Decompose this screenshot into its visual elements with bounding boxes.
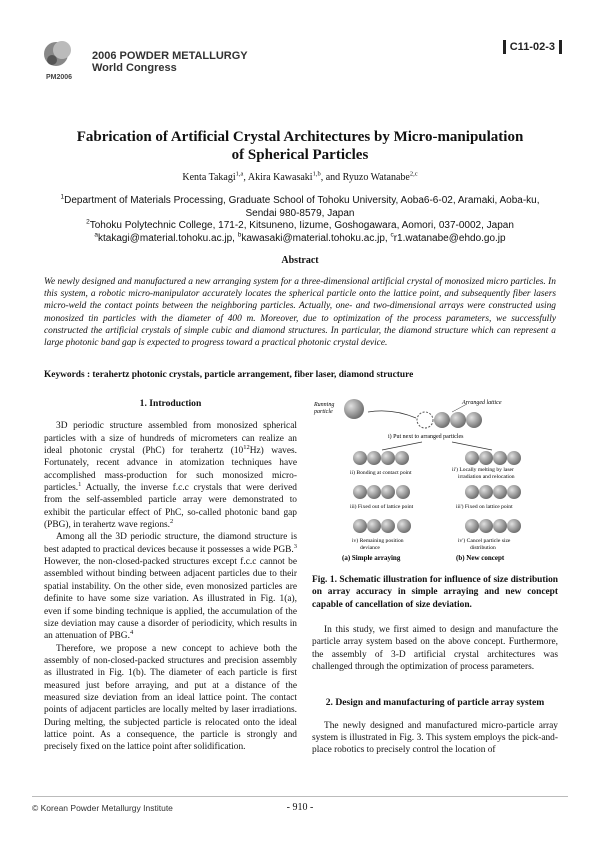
label-step-iii: iii) Fixed out of lattice point [350, 504, 414, 510]
paper-code-text: C11-02-3 [509, 41, 555, 53]
email-a[interactable]: ktakagi@material.tohoku.ac.jp, [98, 232, 235, 244]
affiliation-2: Tohoku Polytechnic College, 171-2, Kitsuneno, Iizume, Goshogawara, Aomori, 037-0002, Japan [89, 220, 514, 231]
paper-title [40, 128, 560, 164]
paper-code [503, 40, 562, 54]
intro-paragraph-3: Therefore, we propose a new concept to achieve both the assembly of non-closed-packed structures and precision assembly as illustrated in Fig. 1(b). The diameter of each particle is first measured just before arraying, and put at a distance of the measured size deviation from an ideal lattice point. The contact points of adjacent particles are locally melted by laser irradiations. During melting, the subjected particle is relocated onto the ideal lattice point. As a consequence, the particle is strongly and precisely fixed on the lattice point after solidification. [44, 643, 297, 753]
label-arranged: Arranged lattice [462, 400, 502, 406]
logo-text: PM2006 [46, 74, 73, 81]
intro-heading: 1. Introduction [139, 398, 202, 409]
label-step-iip-2: irradiation and relocation [458, 474, 515, 480]
affiliation-1-line1: Department of Materials Processing, Graduate School of Tohoku University, Aoba6-6-02, Aramaki, Aoba-ku, [64, 195, 540, 206]
label-running: Running [314, 402, 335, 408]
pm2006-logo [40, 40, 80, 76]
author-name: Akira Kawasaki [247, 172, 313, 183]
author-sup: 1,b [312, 170, 321, 178]
code-bar-left [503, 40, 506, 54]
label-step-iv-1: iv) Remaining position [352, 538, 404, 544]
intro-paragraph-1: 3D periodic structure assembled from monosized spherical particles with a size of hundreds of micrometers can realize an ideal photonic crystal (PhC) for terahertz $(10^{12}Hz)$ waves. Fortunately, recent advance in atomization techniques have accomplished mass-production for such monosized micro-particles.$^1$ Actually, the inverse f.c.c crystals that were derived from the self-assembled particle array were demonstrated to exhibit the particular effect of PhC, so-called photonic band gap (PBG), in terahertz wave regions.$^2$ [44, 421, 297, 531]
author-list: Kenta Takagi$^{1,a}$, Akira Kawasaki$^{1,b}$, and Ryuzo Watanabe$^{2,c}$ [182, 170, 418, 183]
label-particle: particle [314, 409, 333, 415]
footer-copyright: © Korean Powder Metallurgy Institute [32, 803, 173, 813]
label-step-ivp-1: iv') Cancel particle size [458, 538, 511, 544]
label-step-iip-1: ii') Locally melting by laser [452, 467, 514, 473]
title-line1: Fabrication of Artificial Crystal Architectures by Micro-manipulation [76, 129, 524, 145]
affiliations [30, 195, 570, 245]
author-sup: 2,c [409, 170, 418, 178]
email-b[interactable]: kawasaki@material.tohoku.ac.jp, [241, 232, 388, 244]
label-step-ivp-2: distribution [470, 545, 496, 551]
code-bar-right [559, 40, 562, 54]
section-2-heading: 2. Design and manufacturing of particle array system [325, 697, 545, 709]
paragraph-study-aim: In this study, we first aimed to design and manufacture the particle array system based on the above concept. Furthermore, the assembly of 3-D artificial crystal architectures was challenged through the optimization of process parameters. [312, 625, 558, 673]
figure-right-rows [465, 451, 521, 533]
abstract-text: We newly designed and manufactured a new arranging system for a three-dimensional artificial crystal of monosized micro particles. In this system, a robotic micro-manipulator accurately locates the spherical particle onto the lattice point, and subsequently fiber lasers micro-weld the contact points between the neighboring particles. Actually, one- and two-dimensional arrays were constructed using monosized tin particles with the diameter of 400 m. Moreover, due to optimization of the process parameters, we successfully constructed the artificial crystals of simple cubic and diamond structures. In particular, the diamond structure which can represent a large photonic band gap is expected to progress toward a practical photonic crystal device. [44, 277, 556, 349]
label-step-iv-2: deviance [360, 545, 380, 551]
figure-1 [312, 398, 558, 566]
email-sup: a [94, 231, 99, 239]
label-simple-arraying: (a) Simple arraying [342, 554, 401, 562]
conference-name [92, 50, 248, 74]
affiliation-1-line2: Sendai 980-8579, Japan [245, 207, 355, 219]
conference-line1: 2006 POWDER METALLURGY [92, 50, 248, 62]
abstract-heading: Abstract [281, 255, 319, 266]
email-sup: c [390, 231, 394, 239]
keywords: Keywords : terahertz photonic crystals, particle arrangement, fiber laser, diamond structure [44, 370, 414, 380]
footer-divider [32, 796, 568, 797]
email-sup: b [237, 231, 242, 239]
figure-left-rows [353, 451, 411, 533]
page-number: - 910 - [286, 802, 314, 813]
figure-caption: Fig. 1. Schematic illustration for influence of size distribution on array accuracy in simple arraying and new concept capable of cancellation of size deviation. [312, 575, 558, 610]
author-sup: 1,a [235, 170, 244, 178]
left-column [44, 398, 297, 754]
paragraph-system: The newly designed and manufactured micro-particle array system is illustrated in Fig. 3. This system employs the pick-and-place robotics to precisely control the location of [312, 720, 558, 756]
affil-sup: 1 [60, 193, 65, 201]
right-column [312, 624, 558, 757]
conference-line2: World Congress [92, 62, 177, 74]
label-step-ii: ii) Bonding at contact point [350, 470, 412, 476]
title-line2: of Spherical Particles [231, 147, 369, 163]
author-name: Ryuzo Watanabe [342, 172, 410, 183]
affil-sup: 2 [86, 218, 90, 226]
email-c[interactable]: r1.watanabe@ehdo.go.jp [393, 232, 506, 244]
label-step-iiip: iii') Fixed on lattice point [456, 504, 513, 510]
label-new-concept: (b) New concept [456, 554, 505, 562]
intro-paragraph-2: Among all the 3D periodic structure, the diamond structure is best adapted to practical devices because it possesses a wide PGB.$^3$ However, the non-closed-packed structures except f.c.c cannot be assembled without binding between adjacent particles due to their spatial instability. On the other side, even monosized particles are definite to have some size variation. As illustrated in Fig. 1(a), even if some binding technique is applied, the accumulation of the size deviation may cause a disorder of periodicity, which results in an attenuation of PBG.$^4$ [44, 532, 297, 642]
label-step-i: i) Put next to arranged particles [388, 434, 464, 440]
author-name: Kenta Takagi [182, 172, 236, 183]
